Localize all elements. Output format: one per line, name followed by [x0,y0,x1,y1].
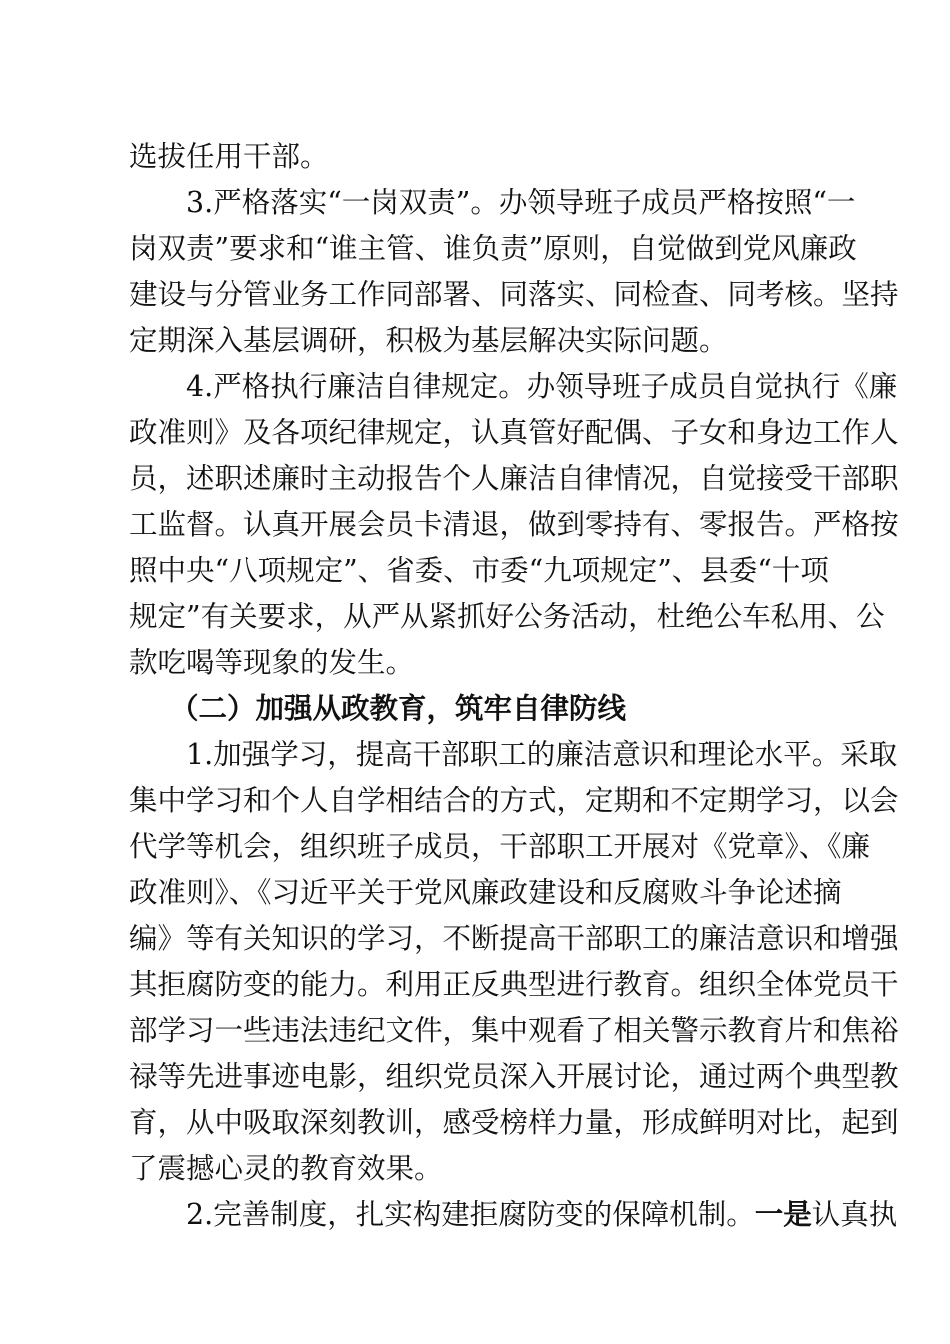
text-line: 编》等有关知识的学习，不断提高干部职工的廉洁意识和增强 [129,922,899,955]
text-line [186,1195,897,1235]
text-line: 育，从中吸取深刻教训，感受榜样力量，形成鲜明对比，起到 [129,1106,899,1139]
section-heading: （二）加强从政教育，筑牢自律防线 [170,692,627,725]
text-line: 定期深入基层调研，积极为基层解决实际问题。 [129,324,728,357]
text-tail: 认真执 [811,1198,898,1231]
text-line: 款吃喝等现象的发生。 [129,646,415,679]
text-line: 照中央“八项规定”、省委、市委“九项规定”、县委“十项 [129,554,829,587]
text-line: 岗双责”要求和“谁主管、谁负责”原则，自觉做到党风廉政 [129,232,857,265]
text-line: 其拒腐防变的能力。利用正反典型进行教育。组织全体党员干 [129,968,899,1001]
text-line: 1.加强学习，提高干部职工的廉洁意识和理论水平。采取 [186,738,898,771]
text-line: 集中学习和个人自学相结合的方式，定期和不定期学习，以会 [129,784,899,817]
text-line: 政准则》及各项纪律规定，认真管好配偶、子女和身边工作人 [129,416,899,449]
text-line: 代学等机会，组织班子成员，干部职工开展对《党章》、《廉 [129,830,871,863]
text-line: 规定”有关要求，从严从紧抓好公务活动，杜绝公车私用、公 [129,600,885,633]
text-line: 选拔任用干部。 [129,140,329,173]
text-plain: 2.完善制度，扎实构建拒腐防变的保障机制。 [186,1198,755,1231]
text-line: 员，述职述廉时主动报告个人廉洁自律情况，自觉接受干部职 [129,462,899,495]
text-line: 了震撼心灵的教育效果。 [129,1152,443,1185]
text-line: 工监督。认真开展会员卡清退，做到零持有、零报告。严格按 [129,508,899,541]
text-line: 4.严格执行廉洁自律规定。办领导班子成员自觉执行《廉 [186,370,898,403]
text-bold: 一是 [754,1198,812,1231]
text-line: 3.严格落实“一岗双责”。办领导班子成员严格按照“一 [186,186,856,219]
text-line: 建设与分管业务工作同部署、同落实、同检查、同考核。坚持 [129,278,899,311]
text-line: 部学习一些违法违纪文件，集中观看了相关警示教育片和焦裕 [129,1014,899,1047]
text-line: 禄等先进事迹电影，组织党员深入开展讨论，通过两个典型教 [129,1060,899,1093]
text-line: 政准则》、《习近平关于党风廉政建设和反腐败斗争论述摘 [129,876,842,909]
